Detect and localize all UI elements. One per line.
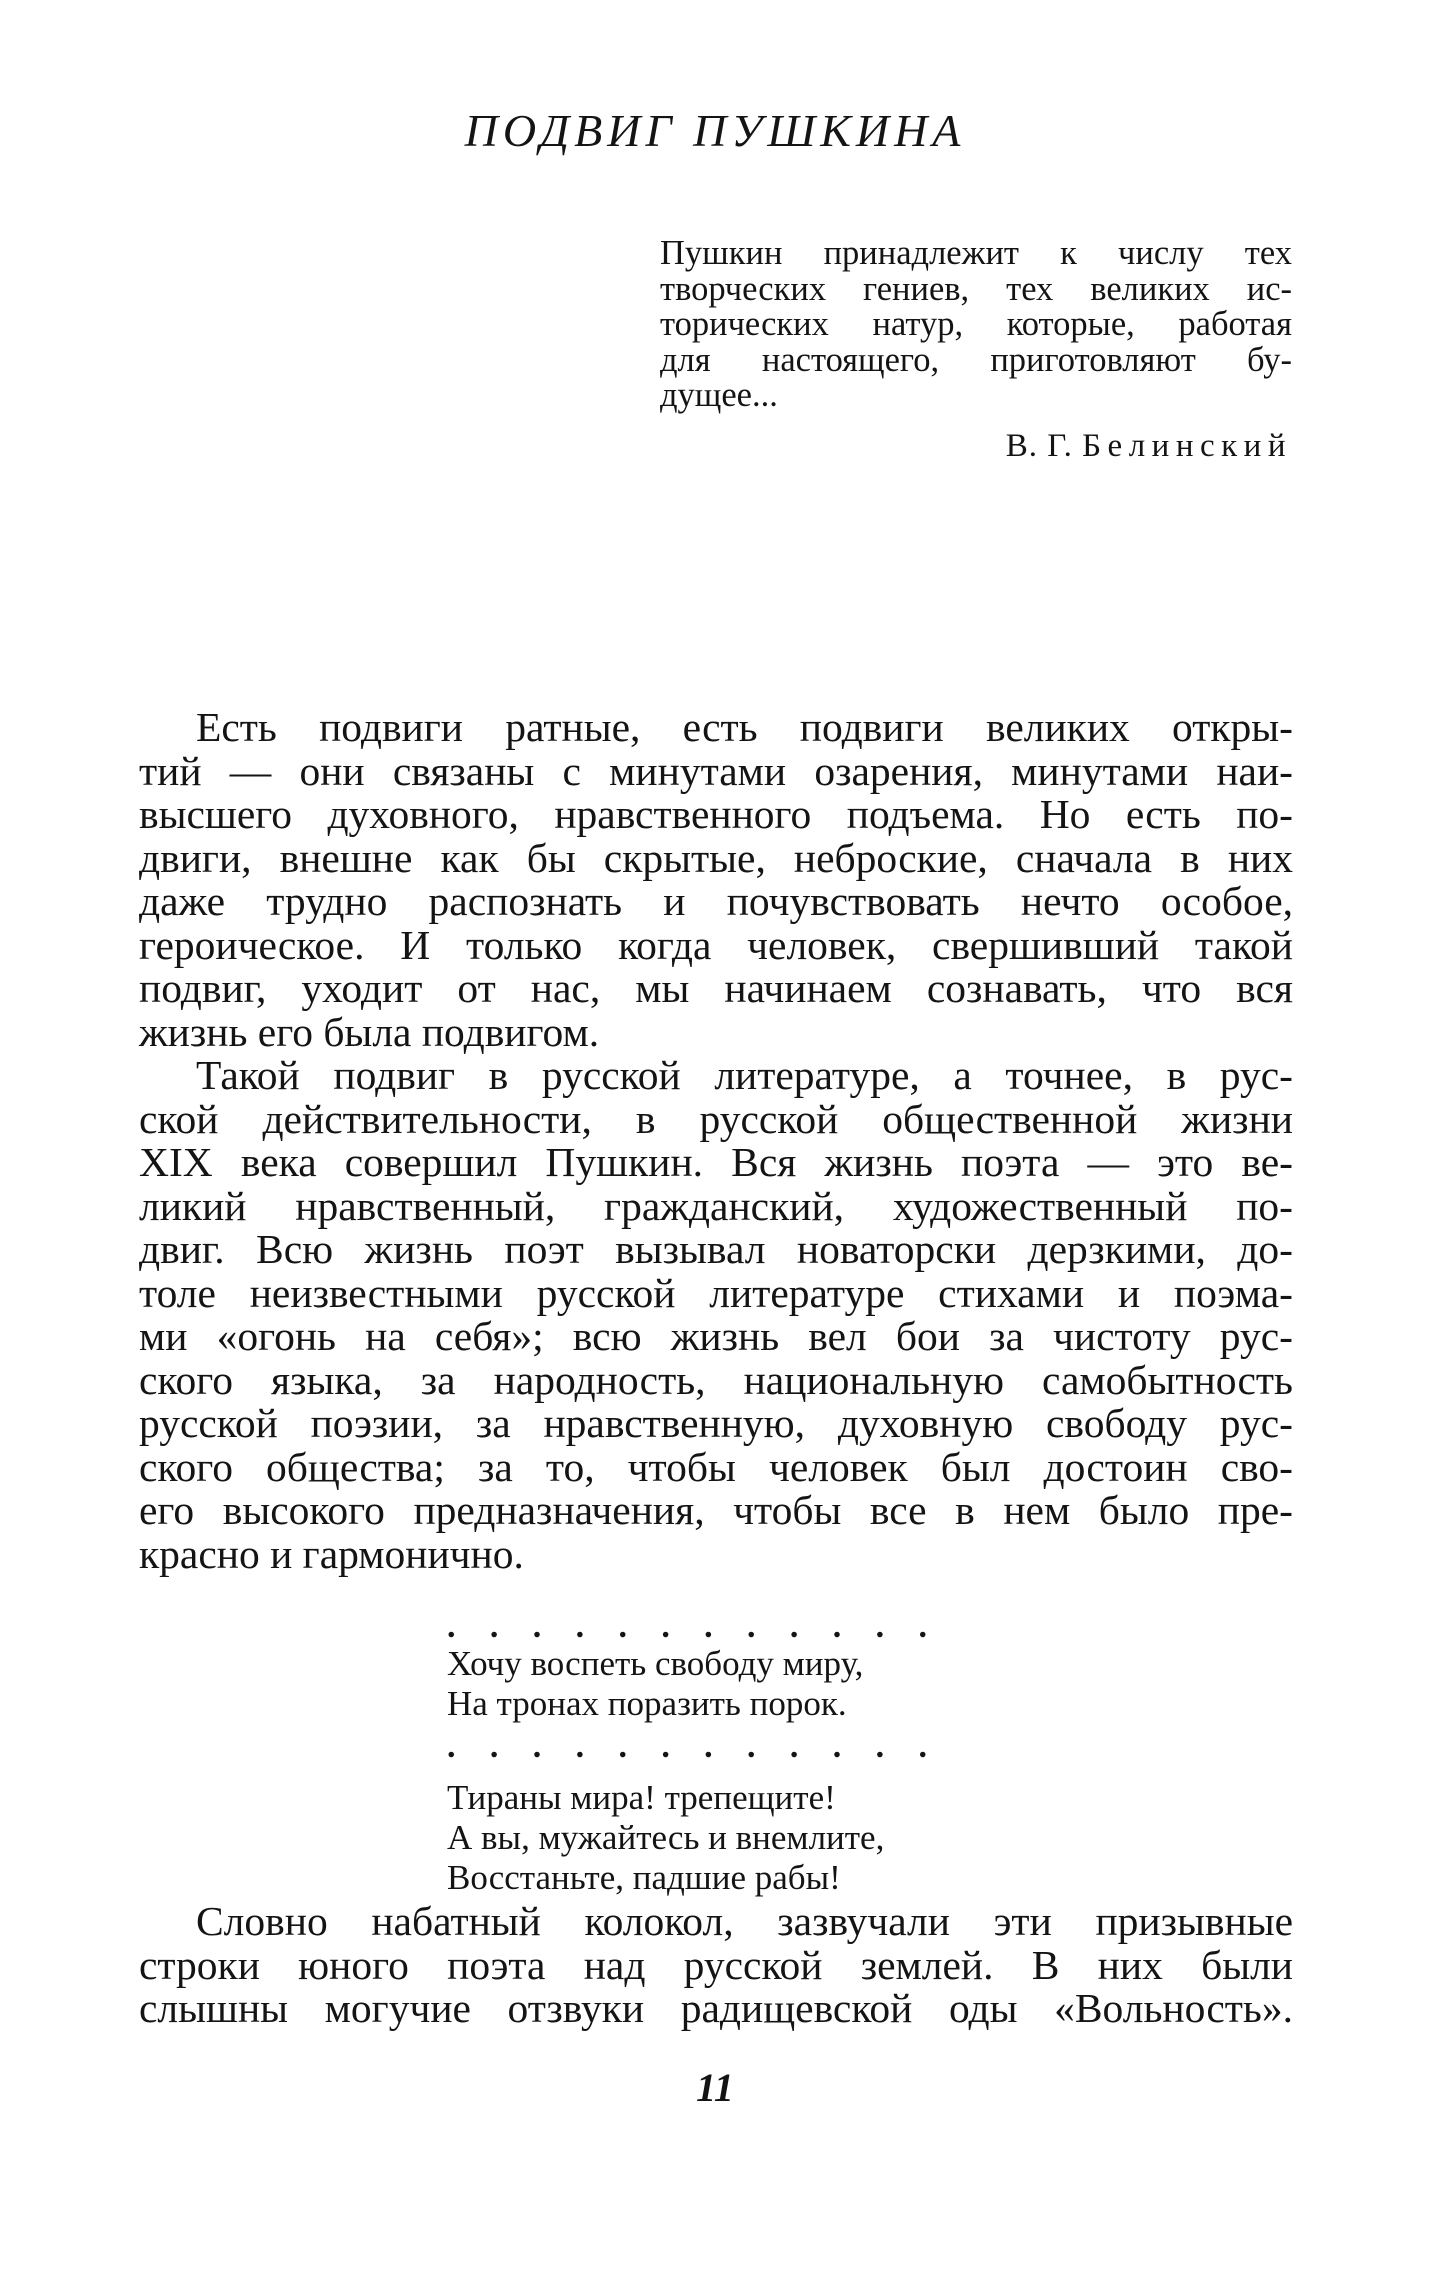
text-line: толе неизвестными русской литературе стихами и поэма- — [139, 1269, 1293, 1316]
text-line: даже трудно распознать и почувствовать нечто особое, — [139, 878, 1293, 924]
text-line: тий — они связаны с минутами озарения, минутами наи- — [139, 747, 1293, 794]
text-line: слышны могучие отзвуки радищевской оды «Вольность». — [139, 1985, 1293, 2031]
text-line: ского языка, за народность, национальную самобытность — [139, 1356, 1293, 1403]
paragraph-2 — [139, 1054, 1293, 1576]
text-line: Такой подвиг в русской литературе, а точнее, в рус- — [196, 1052, 1293, 1098]
text-line: строки юного поэта над русской землей. В них были — [139, 1941, 1293, 1988]
epigraph-line: Пушкин принадлежит к числу тех — [660, 234, 1292, 272]
text-line: русской поэзии, за нравственную, духовную свободу рус- — [139, 1400, 1293, 1446]
verse-ellipsis: . . . . . . . . . . . . — [447, 1728, 927, 1765]
text-line: его высокого предназначения, чтобы все в нем было пре- — [139, 1487, 1293, 1533]
epigraph-line: дущее... — [660, 376, 778, 414]
text-line: ликий нравственный, гражданский, художественный по- — [139, 1182, 1293, 1229]
verse-line: Хочу воспеть свободу миру, — [447, 1644, 864, 1683]
text-line: красно и гармонично. — [139, 1530, 524, 1577]
epigraph — [660, 236, 1292, 464]
epigraph-line: творческих гениев, тех великих ис- — [660, 269, 1292, 308]
epigraph-line: торических натур, которые, работая — [660, 305, 1292, 343]
text-line: героическое. И только когда человек, свершивший такой — [139, 921, 1293, 968]
paragraph-3 — [139, 1900, 1293, 2031]
text-line: двиги, внешне как бы скрытые, неброские, сначала в них — [139, 834, 1293, 881]
paragraph-1 — [139, 706, 1293, 1054]
text-line: ми «огонь на себя»; всю жизнь вел бои за чистоту рус- — [139, 1313, 1293, 1359]
verse-ellipsis: . . . . . . . . . . . . — [447, 1608, 927, 1645]
text-line: жизнь его была подвигом. — [139, 1008, 600, 1055]
author-surname: Белинский — [1082, 427, 1292, 464]
text-line: двиг. Всю жизнь поэт вызывал новаторски дерзкими, до- — [139, 1226, 1293, 1272]
verse-line: Восстаньте, падшие рабы! — [447, 1858, 841, 1897]
verse-line: На тронах поразить порок. — [447, 1684, 847, 1723]
text-line: ского общества; за то, чтобы человек был достоин сво- — [139, 1443, 1293, 1490]
verse-line: А вы, мужайтесь и внемлите, — [447, 1818, 885, 1857]
author-initials: В. Г. — [1005, 427, 1073, 464]
epigraph-line: для настоящего, приготовляют бу- — [660, 340, 1292, 379]
text-line: Словно набатный колокол, зазвучали эти призывные — [196, 1898, 1293, 1944]
page-title: ПОДВИГ ПУШКИНА — [464, 105, 966, 156]
page-number: 11 — [696, 2065, 734, 2110]
text-line: подвиг, уходит от нас, мы начинаем сознавать, что вся — [139, 965, 1293, 1011]
text-line: Есть подвиги ратные, есть подвиги великих откры- — [196, 704, 1293, 750]
text-line: высшего духовного, нравственного подъема. Но есть по- — [139, 791, 1293, 837]
verse-quote — [447, 1610, 927, 1898]
text-line: XIX века совершил Пушкин. Вся жизнь поэта — это ве- — [139, 1139, 1293, 1185]
epigraph-author — [660, 428, 1292, 464]
text-line: ской действительности, в русской общественной жизни — [139, 1095, 1293, 1142]
verse-line: Тираны мира! трепещите! — [447, 1778, 836, 1817]
